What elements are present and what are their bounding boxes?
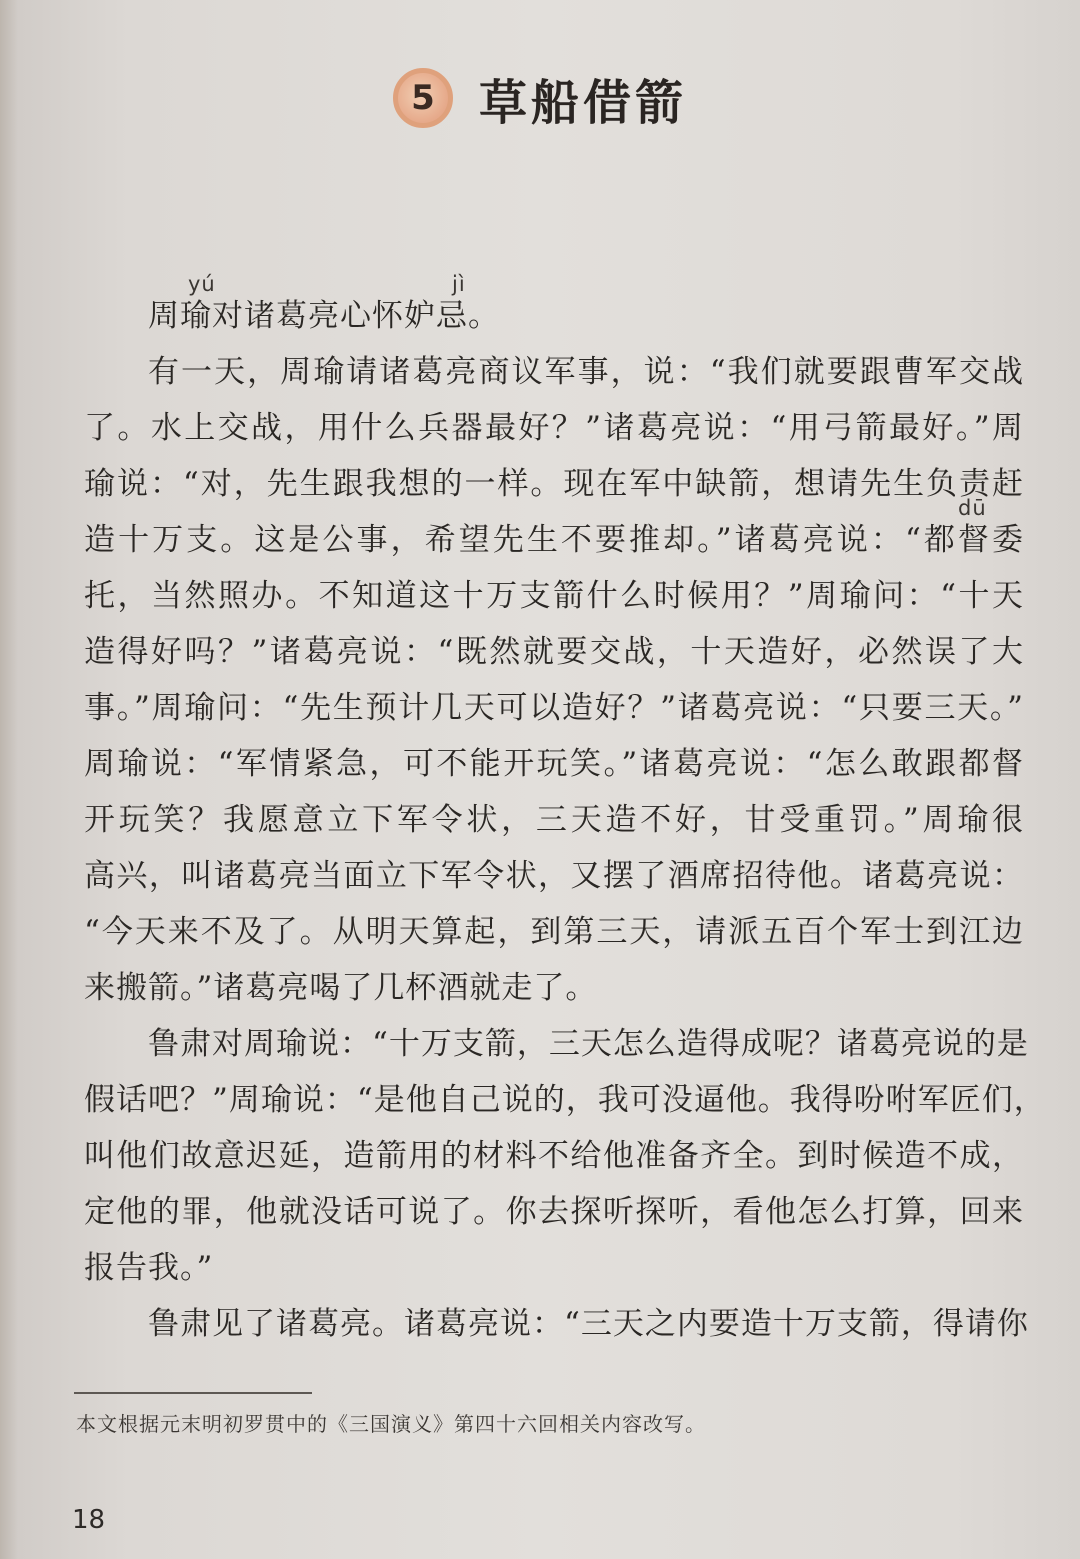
line-text: 瑜说：“对，先生跟我想的一样。现在军中缺箭，想请先生负责赶 <box>84 466 1024 502</box>
lesson-header <box>0 58 1080 138</box>
text-line: “今天来不及了。从明天算起，到第三天，请派五百个军士到江边 <box>84 914 1024 950</box>
text-line: 高兴，叫诸葛亮当面立下军令状，又摆了酒席招待他。诸葛亮说： <box>84 858 1024 894</box>
pinyin-annotation: dū <box>958 496 987 520</box>
text-line: 定他的罪，他就没话可说了。你去探听探听，看他怎么打算，回来 <box>84 1194 1024 1230</box>
text-line: 鲁肃对周瑜说：“十万支箭，三天怎么造得成呢？诸葛亮说的是 <box>148 1026 1029 1062</box>
text-line: 事。”周瑜问：“先生预计几天可以造好？”诸葛亮说：“只要三天。” <box>84 690 1024 726</box>
text-line: 周瑜说：“军情紧急，可不能开玩笑。”诸葛亮说：“怎么敢跟都督 <box>84 746 1024 782</box>
text-line: 造十万支。这是公事，希望先生不要推却。”诸葛亮说：“都督委 <box>84 522 1024 558</box>
text-line: 鲁肃见了诸葛亮。诸葛亮说：“三天之内要造十万支箭，得请你 <box>148 1306 1029 1342</box>
text-line: 托，当然照办。不知道这十万支箭什么时候用？”周瑜问：“十天 <box>84 578 1024 614</box>
line-text: 周瑜对诸葛亮心怀妒忌。 <box>148 298 500 334</box>
footnote: 本文根据元末明初罗贯中的《三国演义》第四十六回相关内容改写。 <box>76 1412 706 1436</box>
text-line: 报告我。” <box>84 1250 214 1286</box>
pinyin-annotation: jì <box>452 272 466 296</box>
text-line <box>84 456 1024 520</box>
lesson-number-badge: 5 <box>393 68 453 128</box>
pinyin-annotation: yú <box>188 272 216 296</box>
footnote-divider <box>74 1392 312 1394</box>
text-line: 来搬箭。”诸葛亮喝了几杯酒就走了。 <box>84 970 598 1006</box>
text-line: 了。水上交战，用什么兵器最好？”诸葛亮说：“用弓箭最好。”周 <box>84 410 1024 446</box>
text-line: 造得好吗？”诸葛亮说：“既然就要交战，十天造好，必然误了大 <box>84 634 1024 670</box>
text-line: 有一天，周瑜请诸葛亮商议军事，说：“我们就要跟曹军交战 <box>148 354 1024 390</box>
text-line: 叫他们故意迟延，造箭用的材料不给他准备齐全。到时候造不成， <box>84 1138 1024 1174</box>
text-line: 开玩笑？我愿意立下军令状，三天造不好，甘受重罚。”周瑜很 <box>84 802 1024 838</box>
lesson-title: 草船借箭 <box>478 74 687 131</box>
page-number: 18 <box>72 1505 106 1535</box>
text-line <box>84 272 1024 344</box>
body-text <box>84 272 1046 1352</box>
text-line: 假话吧？”周瑜说：“是他自己说的，我可没逼他。我得吩咐军匠们， <box>84 1082 1046 1118</box>
page-edge-shadow <box>0 0 18 1559</box>
